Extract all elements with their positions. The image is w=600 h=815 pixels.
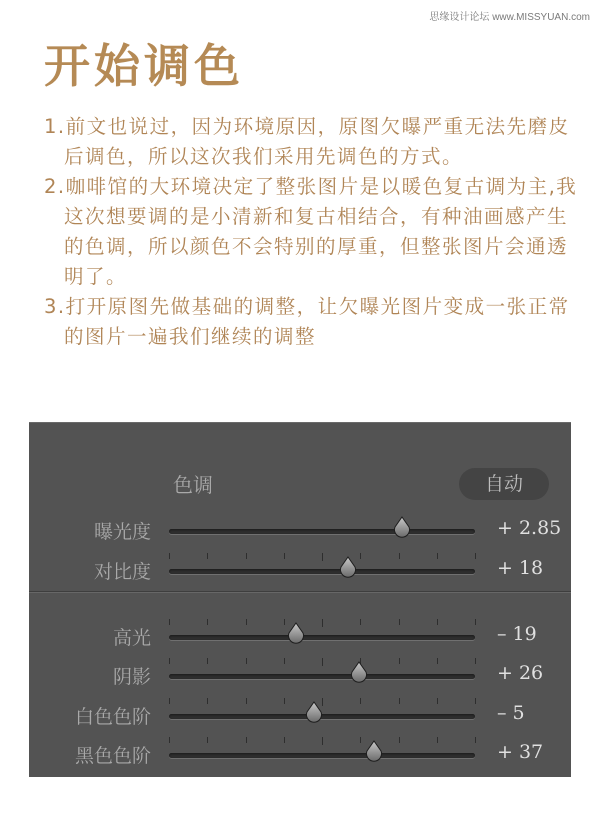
instruction-text bbox=[44, 112, 584, 352]
slider-tick bbox=[322, 619, 323, 627]
slider-value[interactable]: + 37 bbox=[497, 741, 544, 763]
panel-divider bbox=[29, 591, 571, 593]
slider-tick bbox=[207, 658, 208, 664]
slider-label: 白色色阶 bbox=[74, 706, 151, 728]
slider-tick bbox=[246, 553, 247, 559]
slider-tick bbox=[207, 553, 208, 559]
slider-thumb[interactable] bbox=[304, 701, 324, 721]
page-title: 开始调色 bbox=[44, 39, 244, 93]
auto-button[interactable]: 自动 bbox=[459, 468, 549, 500]
slider-tick bbox=[475, 698, 476, 704]
slider-tick bbox=[437, 737, 438, 743]
site-watermark: 思缘设计论坛 www.MISSYUAN.com bbox=[429, 12, 590, 23]
slider-tick bbox=[475, 619, 476, 625]
slider-tick bbox=[437, 619, 438, 625]
slider-track[interactable] bbox=[169, 635, 475, 640]
slider-thumb[interactable] bbox=[392, 516, 412, 536]
slider-label: 阴影 bbox=[112, 666, 151, 688]
slider-tick bbox=[475, 658, 476, 664]
slider-tick bbox=[360, 553, 361, 559]
slider-tick bbox=[169, 737, 170, 743]
tone-panel bbox=[29, 422, 571, 777]
slider-thumb[interactable] bbox=[364, 740, 384, 760]
slider-label: 高光 bbox=[112, 627, 151, 649]
slider-tick bbox=[399, 698, 400, 704]
slider-thumb[interactable] bbox=[338, 556, 358, 576]
slider-tick bbox=[475, 553, 476, 559]
slider-track[interactable] bbox=[169, 529, 475, 534]
slider-ticks bbox=[169, 513, 475, 523]
slider-ticks bbox=[169, 553, 475, 563]
slider-label: 对比度 bbox=[93, 561, 151, 583]
slider-row-contrast bbox=[29, 549, 571, 589]
slider-track[interactable] bbox=[169, 674, 475, 679]
slider-tick bbox=[169, 619, 170, 625]
slider-tick bbox=[399, 553, 400, 559]
slider-value[interactable]: + 26 bbox=[497, 662, 544, 684]
slider-tick bbox=[284, 619, 285, 625]
slider-tick bbox=[437, 553, 438, 559]
slider-track[interactable] bbox=[169, 753, 475, 758]
slider-thumb[interactable] bbox=[286, 622, 306, 642]
slider-tick bbox=[169, 698, 170, 704]
slider-tick bbox=[246, 658, 247, 664]
slider-value[interactable]: – 19 bbox=[497, 623, 537, 645]
slider-tick bbox=[322, 737, 323, 745]
slider-tick bbox=[360, 698, 361, 704]
slider-tick bbox=[284, 658, 285, 664]
slider-tick bbox=[169, 658, 170, 664]
slider-tick bbox=[437, 698, 438, 704]
panel-title: 色调 bbox=[173, 473, 213, 497]
slider-track[interactable] bbox=[169, 569, 475, 574]
slider-row-exposure bbox=[29, 509, 571, 549]
slider-tick bbox=[207, 698, 208, 704]
slider-row-whites bbox=[29, 694, 571, 734]
slider-thumb[interactable] bbox=[349, 661, 369, 681]
slider-value[interactable]: – 5 bbox=[497, 702, 525, 724]
slider-tick bbox=[169, 553, 170, 559]
slider-tick bbox=[246, 619, 247, 625]
slider-tick bbox=[284, 698, 285, 704]
slider-tick bbox=[322, 553, 323, 561]
slider-row-highlights bbox=[29, 615, 571, 655]
slider-ticks bbox=[169, 658, 475, 668]
slider-tick bbox=[207, 737, 208, 743]
slider-tick bbox=[246, 737, 247, 743]
slider-ticks bbox=[169, 737, 475, 747]
slider-row-shadows bbox=[29, 654, 571, 694]
paragraph-2: 2.咖啡馆的大环境决定了整张图片是以暖色复古调为主,我这次想要调的是小清新和复古相结合，有种油画感产生的色调，所以颜色不会特别的厚重，但整张图片会通透明了。 bbox=[44, 175, 578, 288]
paragraph-3: 3.打开原图先做基础的调整，让欠曝光图片变成一张正常的图片一遍我们继续的调整 bbox=[44, 295, 570, 348]
slider-tick bbox=[399, 658, 400, 664]
slider-row-blacks bbox=[29, 733, 571, 773]
slider-tick bbox=[360, 619, 361, 625]
slider-label: 曝光度 bbox=[93, 521, 151, 543]
slider-tick bbox=[207, 619, 208, 625]
slider-tick bbox=[360, 737, 361, 743]
slider-value[interactable]: + 18 bbox=[497, 557, 544, 579]
slider-tick bbox=[475, 737, 476, 743]
slider-tick bbox=[284, 737, 285, 743]
slider-label: 黑色色阶 bbox=[74, 745, 151, 767]
slider-tick bbox=[284, 553, 285, 559]
slider-tick bbox=[246, 698, 247, 704]
paragraph-1: 1.前文也说过，因为环境原因，原图欠曝严重无法先磨皮后调色，所以这次我们采用先调色的方式。 bbox=[44, 115, 570, 168]
slider-tick bbox=[399, 619, 400, 625]
slider-ticks bbox=[169, 619, 475, 629]
slider-tick bbox=[399, 737, 400, 743]
slider-tick bbox=[437, 658, 438, 664]
slider-tick bbox=[322, 658, 323, 666]
slider-value[interactable]: + 2.85 bbox=[497, 517, 562, 539]
